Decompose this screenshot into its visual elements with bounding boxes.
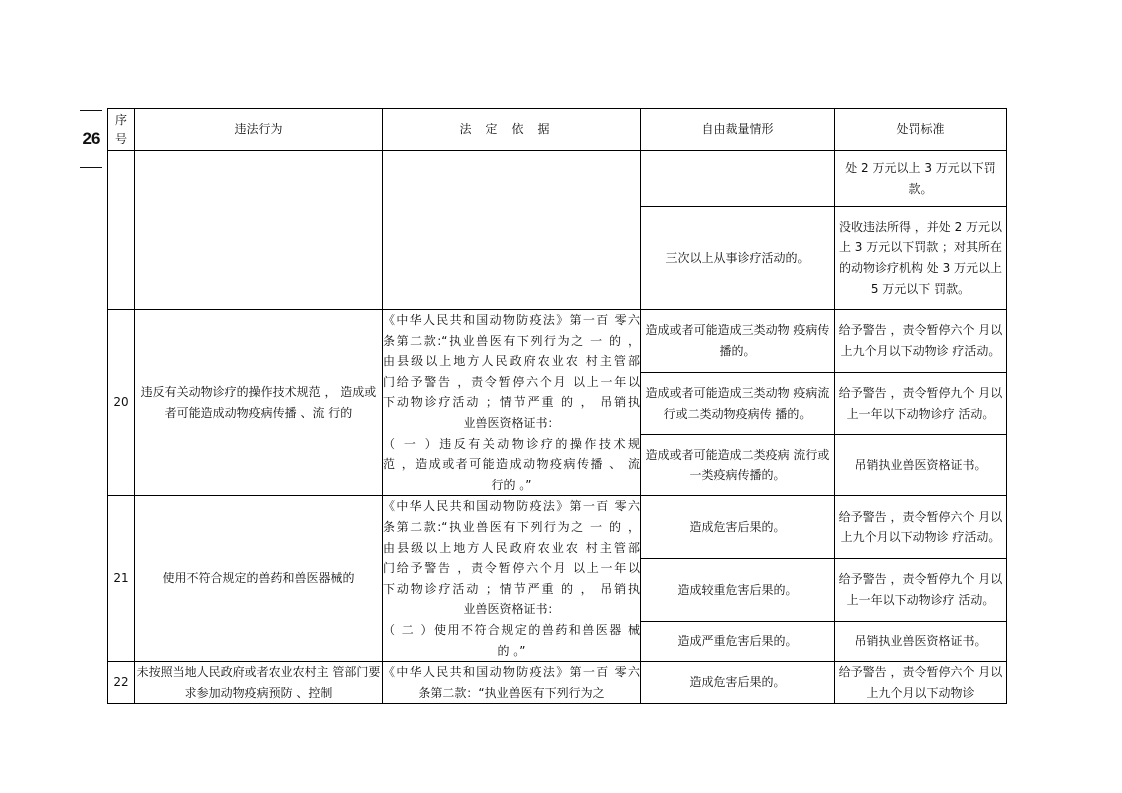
basis-line: 行的 。”: [491, 477, 532, 492]
row22-basis: [383, 662, 641, 704]
row22-seq: 22: [108, 662, 135, 704]
page-number: [78, 110, 104, 168]
page-number-rule-bottom: [80, 167, 102, 168]
row21-penalty-1: 给予警告 ，责令暂停六个 月以上九个月以下动物诊 疗活动。: [835, 496, 1007, 559]
table-row: [108, 151, 1007, 207]
row20-penalty-2: 给予警告 ，责令暂停九个 月以上一年以下动物诊疗 活动。: [835, 373, 1007, 435]
basis-line: 条第二款:“执业兽医有下列行为之 一 的 ，: [383, 519, 640, 534]
basis-line: 门给予警告 ，责令暂停六个月 以上一年以: [383, 561, 640, 576]
cont-penalty-cell: 没收违法所得 ，并处 2 万元以上 3 万元以下罚款 ；对其所在的动物诊疗机构 处 3 万元以上 5 万元以下 罚款。: [835, 207, 1007, 310]
row21-seq: 21: [108, 496, 135, 662]
basis-line: 范 ，造成或者可能造成动物疫病传播 、 流: [383, 457, 640, 472]
row20-situation-3: 造成或者可能造成二类疫病 流行或一类疫病传播的。: [641, 435, 835, 496]
penalty-table: [107, 108, 1007, 704]
basis-line: 条第二款：“执业兽医有下列行为之: [418, 685, 605, 700]
row20-seq: 20: [108, 310, 135, 496]
row21-situation-2: 造成较重危害后果的。: [641, 559, 835, 622]
header-basis: 法定依据: [383, 109, 641, 151]
row21-situation-3: 造成严重危害后果的。: [641, 621, 835, 661]
row22-violation: 未按照当地人民政府或者农业农村主 管部门要求参加动物疫病预防 、控制: [135, 662, 383, 704]
header-penalty: 处罚标准: [835, 109, 1007, 151]
basis-line: 由县级以上地方人民政府农业农 村主管部: [383, 540, 640, 555]
row20-situation-1: 造成或者可能造成三类动物 疫病传播的。: [641, 310, 835, 373]
row21-violation: 使用不符合规定的兽药和兽医器械的: [135, 496, 383, 662]
table-header-row: [108, 109, 1007, 151]
table-row: [108, 310, 1007, 373]
basis-line: 《中华人民共和国动物防疫法》第一百 零六: [383, 665, 640, 680]
cont-situation-cell: [641, 151, 835, 207]
header-seq: 序 号: [108, 109, 135, 151]
row20-basis: [383, 310, 641, 496]
cont-violation-cell: [135, 151, 383, 310]
row22-situation: 造成危害后果的。: [641, 662, 835, 704]
table-row: [108, 662, 1007, 704]
row21-penalty-2: 给予警告 ，责令暂停九个 月以上一年以下动物诊疗 活动。: [835, 559, 1007, 622]
basis-line: 《中华人民共和国动物防疫法》第一百 零六: [383, 313, 640, 327]
basis-line: 由县级以上地方人民政府农业农 村主管部: [383, 354, 640, 369]
cont-situation-cell: 三次以上从事诊疗活动的。: [641, 207, 835, 310]
cont-basis-cell: [383, 151, 641, 310]
basis-line: 门给予警告 ，责令暂停六个月 以上一年以: [383, 374, 640, 389]
row22-penalty: 给予警告 ，责令暂停六个 月以上九个月以下动物诊: [835, 662, 1007, 704]
row21-penalty-3: 吊销执业兽医资格证书。: [835, 621, 1007, 661]
basis-line: 下动物诊疗活动 ；情节严重 的 ， 吊销执: [383, 395, 640, 410]
row20-situation-2: 造成或者可能造成三类动物 疫病流行或二类动物疫病传 播的。: [641, 373, 835, 435]
basis-line: 《中华人民共和国动物防疫法》第一百 零六: [383, 499, 640, 514]
row20-violation: 违反有关动物诊疗的操作技术规范 ， 造成或者可能造成动物疫病传播 、流 行的: [135, 310, 383, 496]
cont-seq-cell: [108, 151, 135, 310]
row20-penalty-3: 吊销执业兽医资格证书。: [835, 435, 1007, 496]
table-row: [108, 496, 1007, 559]
row21-basis: [383, 496, 641, 662]
basis-line: （ 二 ）使用不符合规定的兽药和兽医器 械: [383, 622, 640, 637]
basis-line: 业兽医资格证书：: [463, 415, 560, 430]
basis-line: 业兽医资格证书：: [463, 602, 560, 617]
row20-penalty-1: 给予警告 ，责令暂停六个 月以上九个月以下动物诊 疗活动。: [835, 310, 1007, 373]
basis-line: 下动物诊疗活动 ；情节严重 的 ， 吊销执: [383, 581, 640, 596]
basis-line: （ 一 ）违反有关动物诊疗的操作技术规: [383, 436, 640, 451]
basis-line: 的 。”: [497, 643, 526, 658]
cont-penalty-cell: 处 2 万元以上 3 万元以下罚款。: [835, 151, 1007, 207]
basis-line: 条第二款:“执业兽医有下列行为之 一 的 ，: [383, 333, 640, 348]
header-discretion: 自由裁量情形: [641, 109, 835, 151]
row21-situation-1: 造成危害后果的。: [641, 496, 835, 559]
page-number-value: 26: [82, 129, 100, 148]
header-violation: 违法行为: [135, 109, 383, 151]
